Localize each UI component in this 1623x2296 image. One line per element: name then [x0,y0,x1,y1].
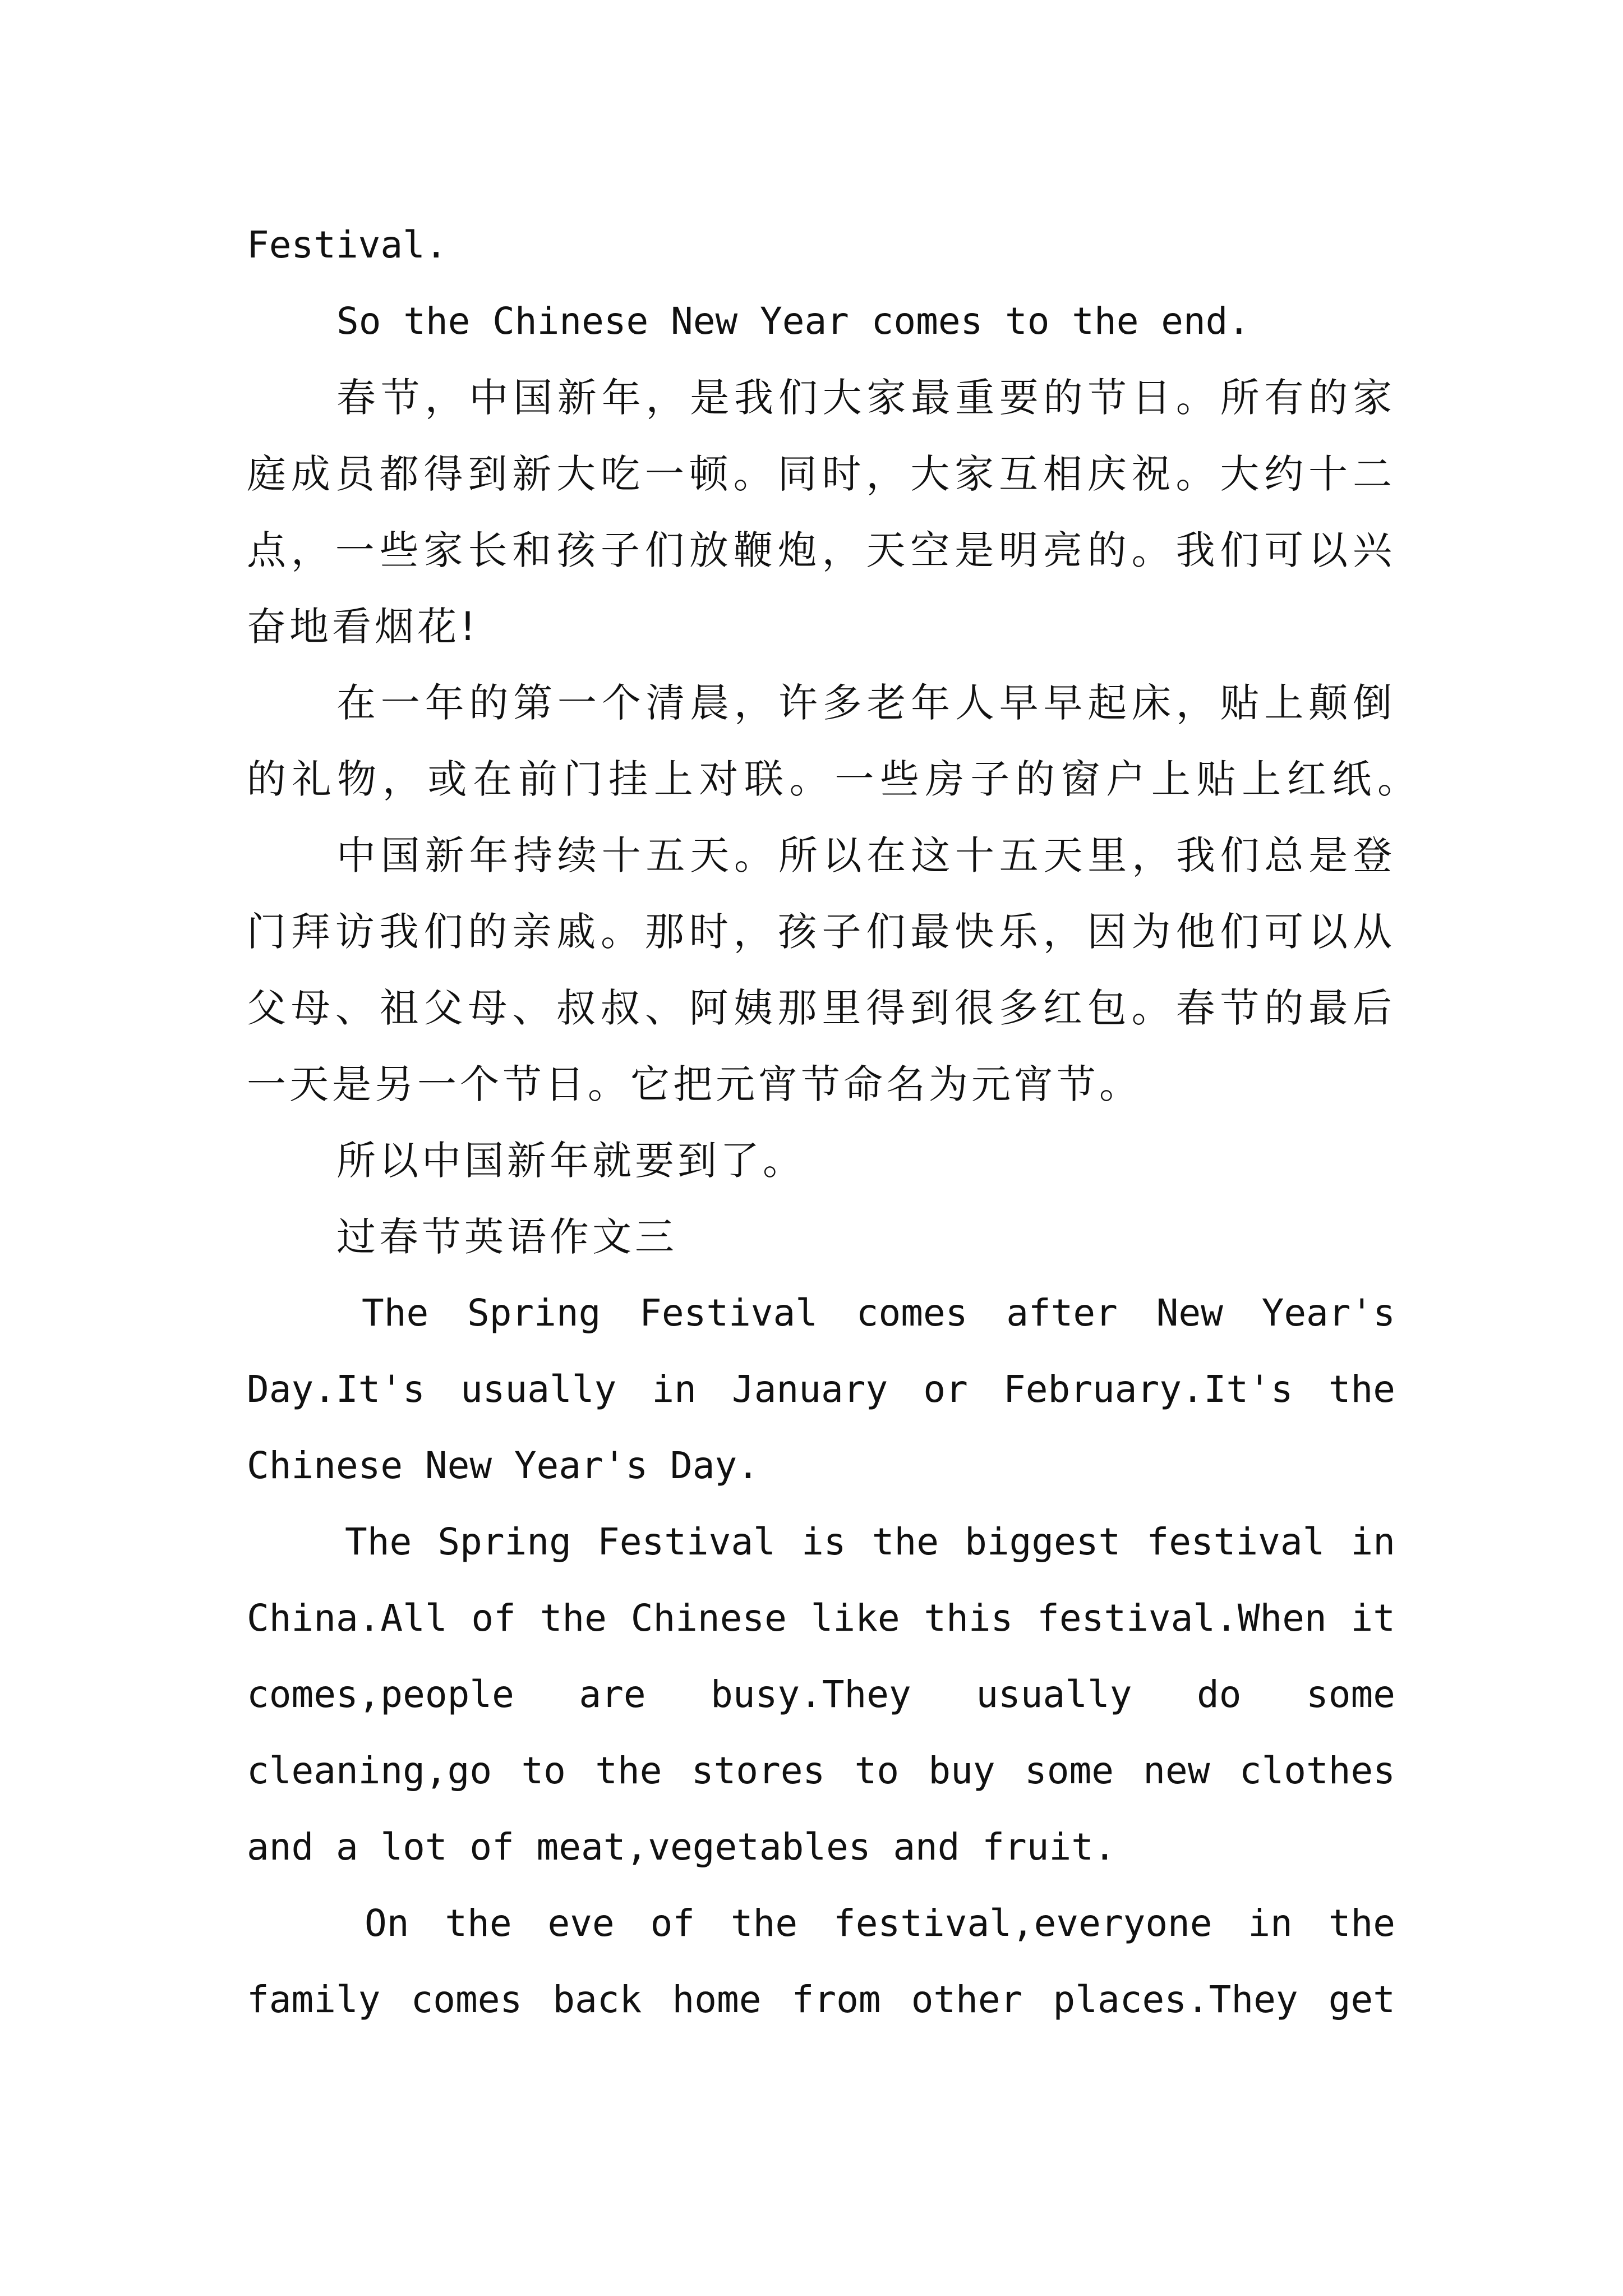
text-line: comes,people are busy.They usually do some [247,1673,1395,1716]
text-line: family comes back home from other places.They get [247,1978,1395,2021]
text-line: 点，一些家长和孩子们放鞭炮，天空是明亮的。我们可以兴 [247,527,1395,573]
text-line: Day.It's usually in January or February.It's the [247,1368,1395,1411]
text-line: cleaning,go to the stores to buy some new clothes [247,1749,1395,1792]
text-line: 的礼物，或在前门挂上对联。一些房子的窗户上贴上红纸。 [247,756,1420,802]
text-line: 所以中国新年就要到了。 [336,1138,805,1184]
text-line: So the Chinese New Year comes to the end. [336,300,1251,343]
text-line: 父母、祖父母、叔叔、阿姨那里得到很多红包。春节的最后 [247,985,1395,1031]
text-line: 在一年的第一个清晨，许多老年人早早起床，贴上颠倒 [336,680,1395,726]
text-line: 奋地看烟花! [247,604,479,650]
text-line: and a lot of meat,vegetables and fruit. [247,1825,1116,1869]
text-line: Festival. [247,223,448,266]
text-line: On the eve of the festival,everyone in the [365,1902,1395,1945]
text-line: 庭成员都得到新大吃一顿。同时，大家互相庆祝。大约十二 [247,451,1395,497]
text-line: The Spring Festival is the biggest festival in [345,1520,1395,1563]
text-line: 中国新年持续十五天。所以在这十五天里，我们总是登 [336,832,1395,878]
text-line: 一天是另一个节日。它把元宵节命名为元宵节。 [247,1061,1142,1107]
text-line: China.All of the Chinese like this festival.When it [247,1596,1395,1640]
text-line: The Spring Festival comes after New Year's [362,1291,1395,1335]
text-line: 春节，中国新年，是我们大家最重要的节日。所有的家 [336,375,1395,421]
text-line: Chinese New Year's Day. [247,1444,759,1487]
text-line: 门拜访我们的亲戚。那时，孩子们最快乐，因为他们可以从 [247,909,1395,955]
section-heading: 过春节英语作文三 [336,1214,677,1260]
